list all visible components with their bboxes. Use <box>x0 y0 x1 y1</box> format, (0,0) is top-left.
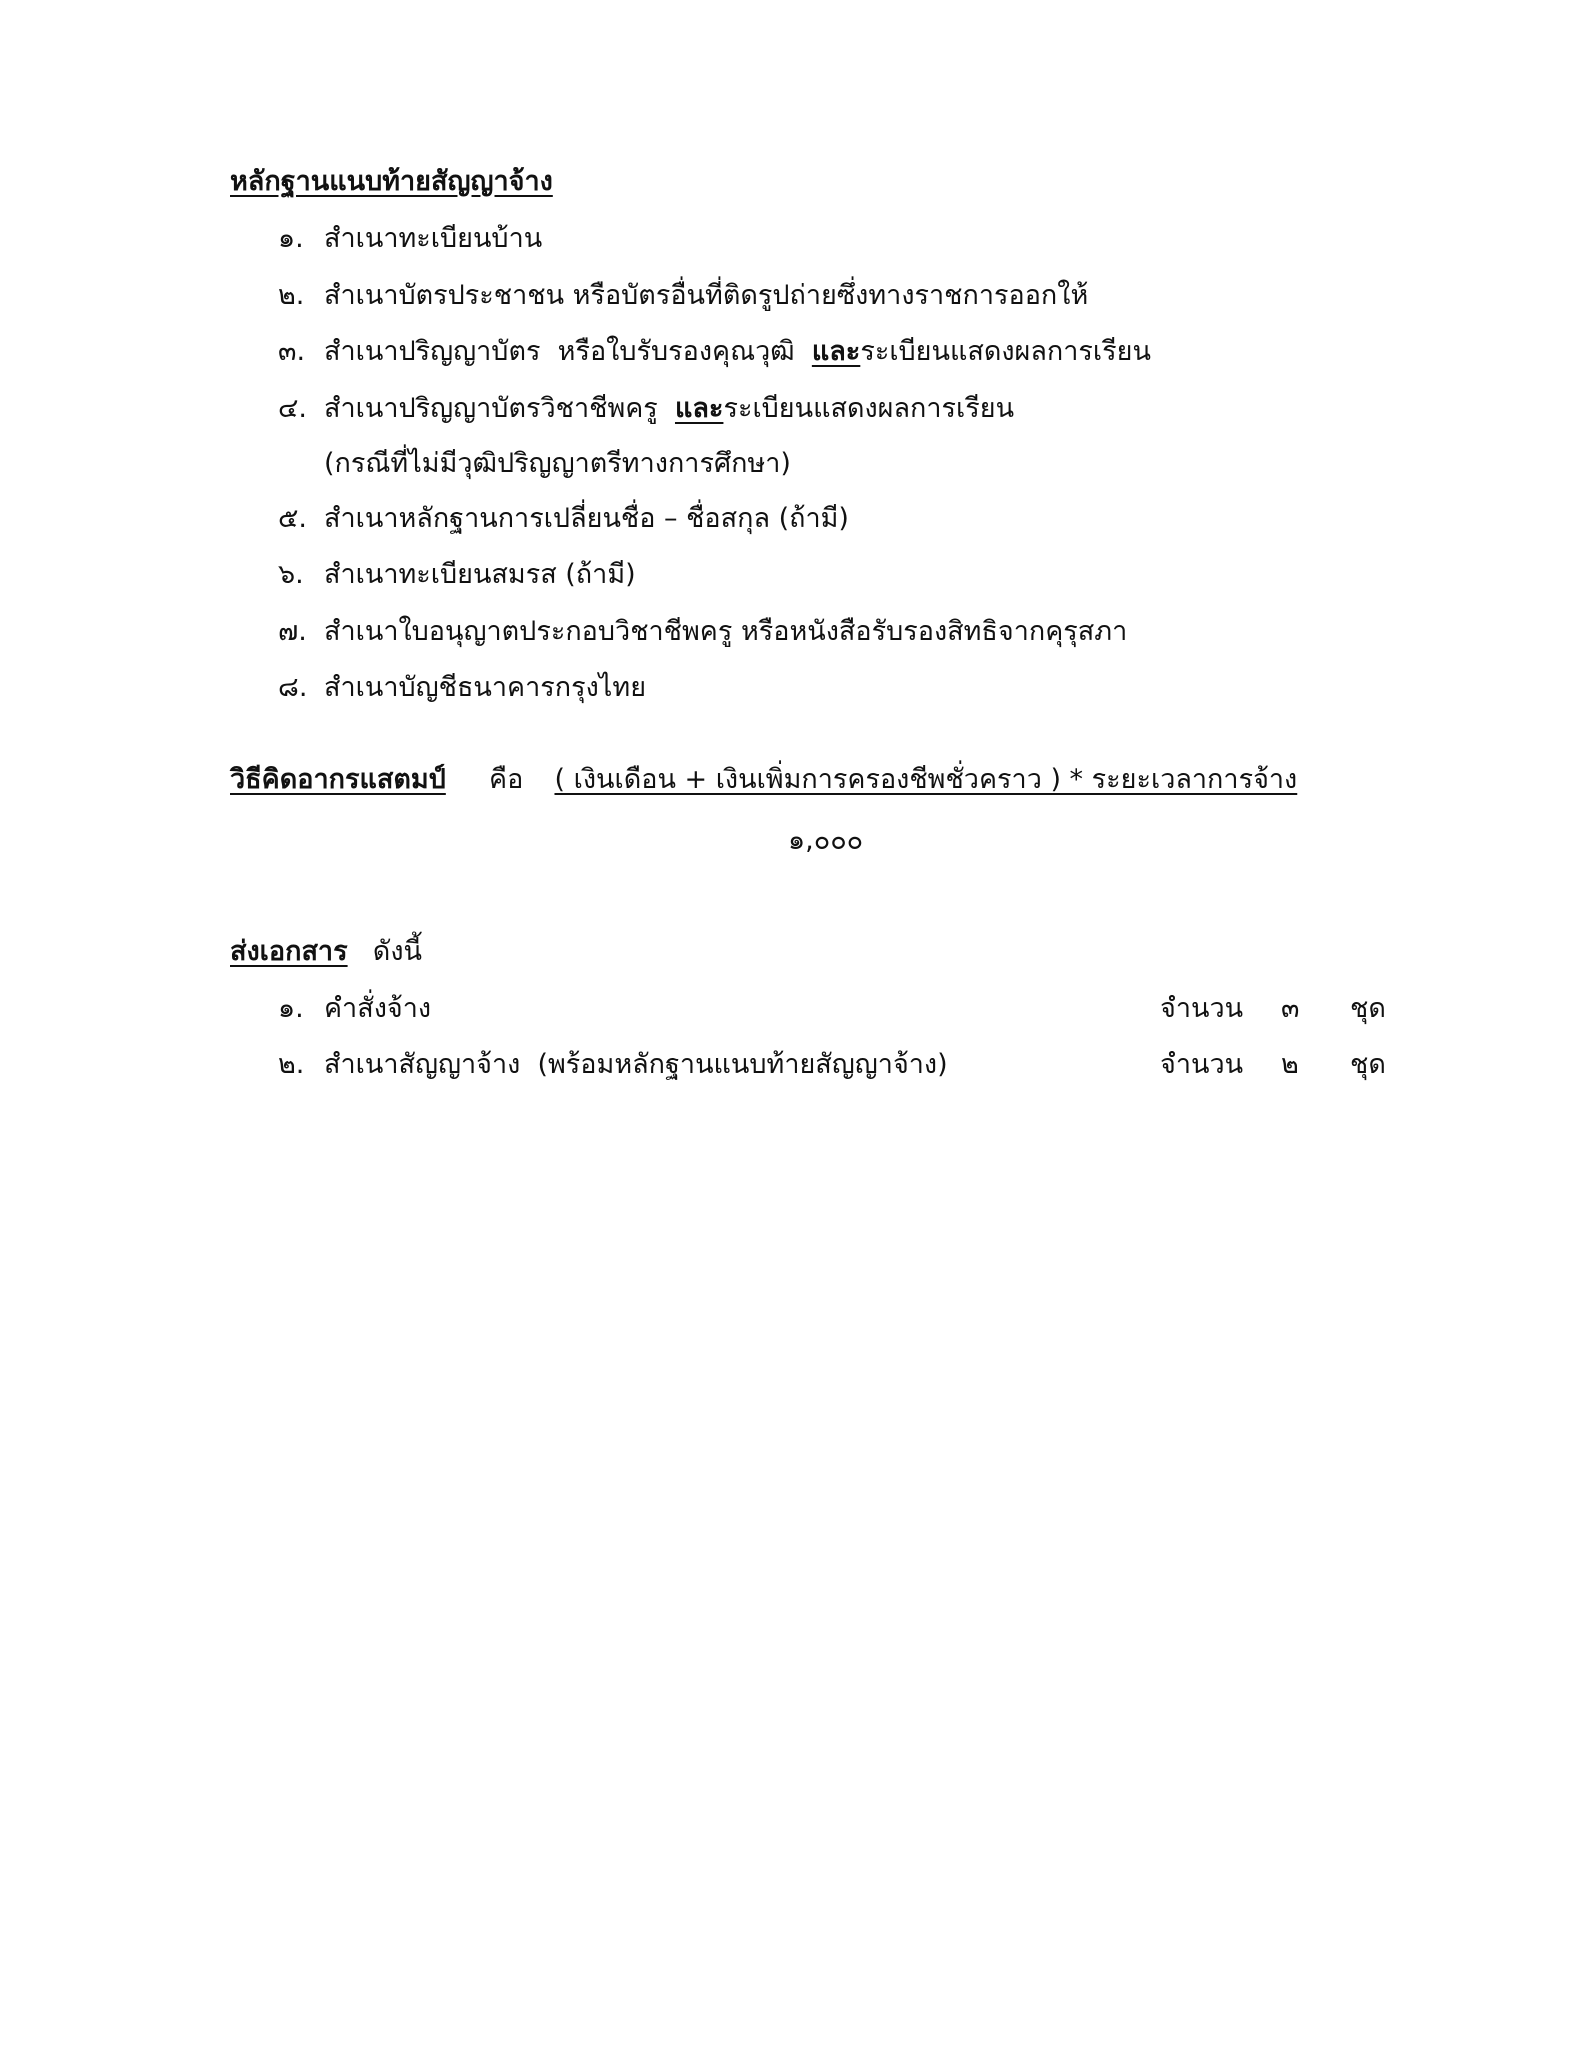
item-text: คำสั่งจ้าง <box>324 993 432 1024</box>
evidence-item-4 <box>278 393 1014 425</box>
stamp-formula-line <box>230 764 1297 796</box>
submit-item-1-qty: ๓ <box>1281 993 1300 1024</box>
item-number: ๒. <box>278 1049 305 1080</box>
submit-heading: ส่งเอกสาร <box>230 936 348 967</box>
item-number: ๓. <box>278 336 306 367</box>
item-number: ๖. <box>278 559 304 590</box>
item-number: ๔. <box>278 393 308 424</box>
item-text: สำเนาใบอนุญาตประกอบวิชาชีพครู หรือหนังสือรับรองสิทธิจากคุรุสภา <box>324 616 1128 647</box>
stamp-is-label: คือ <box>489 764 524 795</box>
item-number: ๗. <box>278 616 307 647</box>
item-text: สำเนาปริญญาบัตร หรือใบรับรองคุณวุฒิ <box>324 336 812 367</box>
evidence-item-2 <box>278 280 1088 312</box>
item-number: ๒. <box>278 280 305 311</box>
evidence-item-3 <box>278 336 1151 368</box>
submit-item-1 <box>278 993 431 1025</box>
evidence-item-4-continuation: (กรณีที่ไม่มีวุฒิปริญญาตรีทางการศึกษา) <box>324 448 791 479</box>
item-text: สำเนาบัญชีธนาคารกรุงไทย <box>324 672 647 703</box>
stamp-heading: วิธีคิดอากรแสตมป์ <box>230 764 446 795</box>
evidence-item-8 <box>278 672 646 704</box>
item-number: ๑. <box>278 993 304 1024</box>
item-text-continued: ระเบียนแสดงผลการเรียน <box>723 393 1015 424</box>
emphasis-and: และ <box>811 336 861 367</box>
submit-item-1-qty-label: จำนวน <box>1160 993 1244 1024</box>
item-number: ๘. <box>278 672 308 703</box>
item-number: ๕. <box>278 503 308 534</box>
item-text: สำเนาทะเบียนสมรส (ถ้ามี) <box>324 559 636 590</box>
submit-item-2-qty: ๒ <box>1281 1049 1299 1080</box>
item-number: ๑. <box>278 223 304 254</box>
stamp-numerator: ( เงินเดือน + เงินเพิ่มการครองชีพชั่วคราว ) * ระยะเวลาการจ้าง <box>554 764 1298 795</box>
evidence-item-1 <box>278 223 542 255</box>
evidence-item-5 <box>278 503 849 535</box>
submit-item-1-unit: ชุด <box>1350 993 1386 1024</box>
evidence-heading: หลักฐานแนบท้ายสัญญาจ้าง <box>230 166 553 197</box>
evidence-item-7 <box>278 616 1127 648</box>
item-text: สำเนาทะเบียนบ้าน <box>324 223 543 254</box>
item-text: สำเนาบัตรประชาชน หรือบัตรอื่นที่ติดรูปถ่ายซึ่งทางราชการออกให้ <box>324 280 1089 311</box>
item-text: สำเนาสัญญาจ้าง (พร้อมหลักฐานแนบท้ายสัญญาจ้าง) <box>324 1049 948 1080</box>
emphasis-and: และ <box>674 393 724 424</box>
submit-item-2 <box>278 1049 948 1081</box>
evidence-item-6 <box>278 559 636 591</box>
submit-item-2-unit: ชุด <box>1350 1049 1386 1080</box>
submit-item-2-qty-label: จำนวน <box>1160 1049 1244 1080</box>
submit-heading-suffix: ดังนี้ <box>372 936 422 967</box>
item-text: สำเนาปริญญาบัตรวิชาชีพครู <box>324 393 675 424</box>
item-text-continued: ระเบียนแสดงผลการเรียน <box>860 336 1151 367</box>
stamp-denominator: ๑,๐๐๐ <box>788 825 864 856</box>
submit-heading-line <box>230 936 422 968</box>
item-text: สำเนาหลักฐานการเปลี่ยนชื่อ – ชื่อสกุล (ถ้ามี) <box>324 503 849 534</box>
